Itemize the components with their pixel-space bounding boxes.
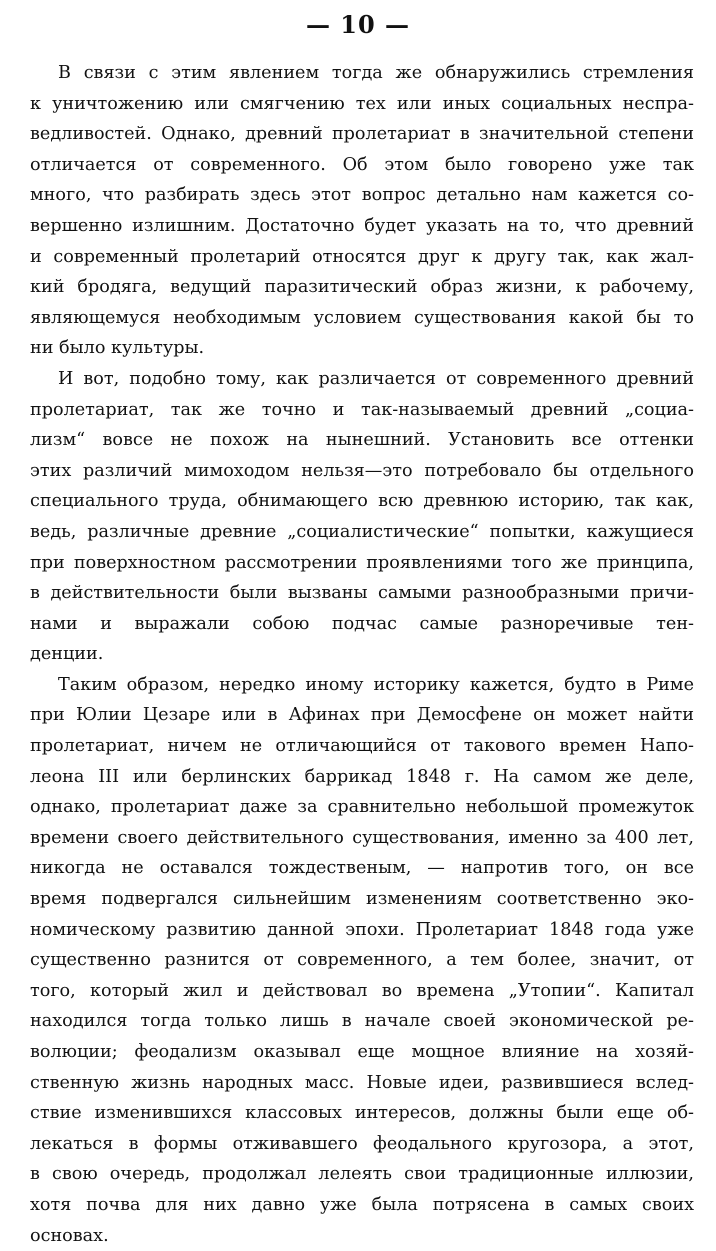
text-line: В связи с этим явлением тогда же обнаружились стремления [58, 63, 694, 83]
text-line: нами и выражали собою подчас самые разноречивые тен- [30, 613, 694, 634]
text-body [30, 58, 694, 1251]
text-line: времени своего действительного существования, именно за 400 лет, [30, 827, 694, 848]
text-line: этих различий мимоходом нельзя—это потребовало бы отдельного [30, 460, 694, 481]
text-line: время подвергался сильнейшим изменениям соответственно эко- [30, 889, 694, 910]
paragraph-1 [30, 58, 694, 364]
paragraph-3 [30, 670, 694, 1251]
text-line: лизм“ вовсе не похож на нынешний. Установить все оттенки [30, 430, 694, 451]
text-line: номическому развитию данной эпохи. Пролетариат 1848 года уже [30, 919, 694, 940]
text-line: никогда не оставался тождественым, — напротив того, он все [30, 858, 694, 879]
text-line: к уничтожению или смягчению тех или иных социальных неспра- [30, 93, 694, 114]
paragraph-2 [30, 364, 694, 670]
text-line: хотя почва для них давно уже была потрясена в самых своих [30, 1194, 694, 1215]
text-line: в свою очередь, продолжал лелеять свои традиционные иллюзии, [30, 1164, 694, 1185]
text-line: и современный пролетарий относятся друг к другу так, как жал- [30, 246, 694, 267]
text-line: денции. [30, 644, 104, 665]
text-line: И вот, подобно тому, как различается от современного древний [58, 368, 694, 389]
text-line: ственную жизнь народных масс. Новые идеи, развившиеся вслед- [30, 1072, 694, 1093]
text-line: являющемуся необходимым условием существования какой бы то [30, 307, 694, 328]
paragraph-container [30, 58, 694, 1251]
text-line: леона III или берлинских баррикад 1848 г. На самом же деле, [30, 766, 694, 787]
text-line: Таким образом, нередко иному историку кажется, будто в Риме [58, 674, 694, 695]
text-line: вершенно излишним. Достаточно будет указать на то, что древний [30, 215, 694, 236]
text-line: ни было культуры. [30, 338, 205, 359]
text-line: в действительности были вызваны самыми разнообразными причи- [30, 583, 694, 604]
text-line: однако, пролетариат даже за сравнительно небольшой промежуток [30, 797, 694, 818]
text-line: ведливостей. Однако, древний пролетариат в значительной степени [30, 124, 694, 145]
text-line: основах. [30, 1225, 109, 1246]
text-line: при Юлии Цезаре или в Афинах при Демосфене он может найти [30, 705, 694, 726]
text-line: лекаться в формы отживавшего феодального кругозора, а этот, [30, 1133, 694, 1154]
text-line: много, что разбирать здесь этот вопрос детально нам кажется со- [30, 185, 694, 206]
text-line: ведь, различные древние „социалистические“ попытки, кажущиеся [30, 521, 694, 542]
text-line: волюции; феодализм оказывал еще мощное влияние на хозяй- [30, 1042, 694, 1062]
text-line: существенно разнится от современного, а тем более, значит, от [30, 950, 694, 971]
text-line: кий бродяга, ведущий паразитический образ жизни, к рабочему, [30, 277, 694, 298]
text-line: пролетариат, так же точно и так-называемый древний „социа- [30, 399, 694, 420]
text-line: ствие изменившихся классовых интересов, должны были еще об- [30, 1103, 694, 1124]
text-line: того, который жил и действовал во времена „Утопии“. Капитал [30, 980, 694, 1001]
text-line: пролетариат, ничем не отличающийся от такового времен Напо- [30, 736, 694, 757]
text-line: специального труда, обнимающего всю древнюю историю, так как, [30, 491, 694, 512]
page-number: — 10 — [305, 10, 411, 39]
text-line: отличается от современного. Об этом было говорено уже так [30, 154, 694, 175]
text-line: находился тогда только лишь в начале своей экономической ре- [30, 1011, 694, 1032]
text-line: при поверхностном рассмотрении проявлениями того же принципа, [30, 552, 694, 573]
